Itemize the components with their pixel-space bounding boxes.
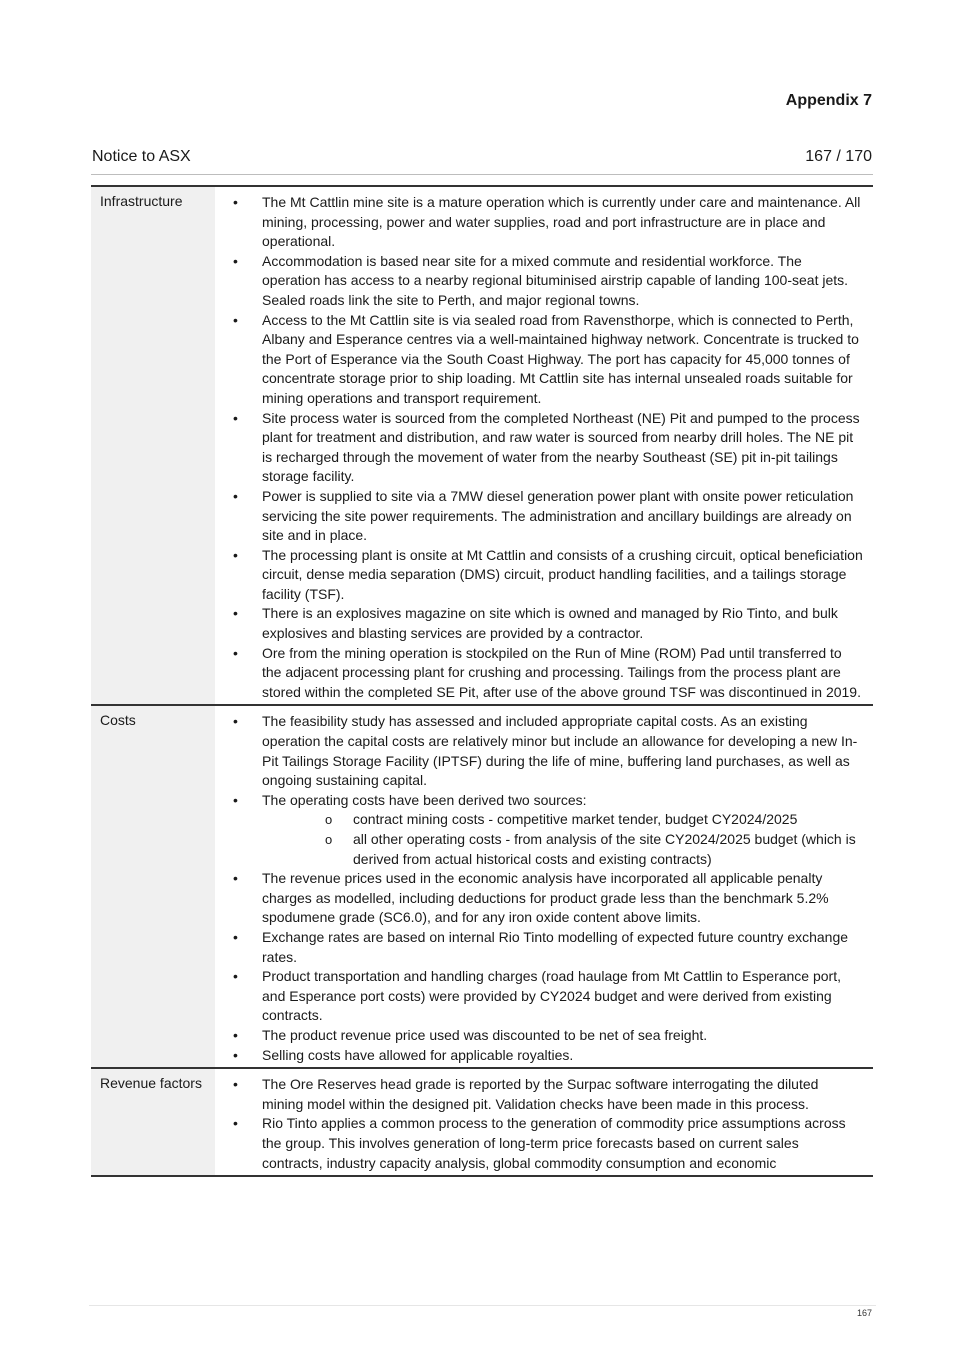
criteria-table xyxy=(91,185,873,1177)
header-divider xyxy=(91,174,873,175)
revenue-factors-bullet-list xyxy=(215,1075,863,1173)
infrastructure-bullet-4: • Site process water is sourced from the completed Northeast (NE) Pit and pumped to the process plant for treatment and distribution, and raw water is sourced from nearby drill holes. The NE pit is recharged through the movement of water from the nearby Southeast (SE) pit in-pit tailings storage facility. xyxy=(215,409,863,487)
costs-bullet-list xyxy=(215,712,863,1065)
costs-bullet-3: • The revenue prices used in the economic analysis have incorporated all applicable penalty charges as modelled, including deductions for product grade less than the benchmark 5.2% spodumene grade (SC6.0), and for any iron oxide content above limits. xyxy=(215,869,863,928)
row-content-costs xyxy=(215,705,873,1068)
costs-bullet-5: • Product transportation and handling charges (road haulage from Mt Cattlin to Esperance port, and Esperance port costs) were provided by CY2024 budget and were derived from existing contracts. xyxy=(215,967,863,1026)
costs-sub-bullet-2: o all other operating costs - from analysis of the site CY2024/2025 budget (which is derived from actual historical costs and existing contracts) xyxy=(262,830,863,869)
infrastructure-bullet-2: • Accommodation is based near site for a mixed commute and residential workforce. The operation has access to a nearby regional bituminised airstrip capable of landing 100-seat jets. Sealed roads link the site to Perth, and major regional towns. xyxy=(215,252,863,311)
costs-sub-bullet-1: o contract mining costs - competitive market tender, budget CY2024/2025 xyxy=(262,810,863,830)
costs-bullet-2 xyxy=(215,791,863,869)
costs-sub-list xyxy=(262,810,863,869)
row-label-revenue-factors: Revenue factors xyxy=(91,1068,215,1176)
page-indicator: 167 / 170 xyxy=(805,148,872,165)
costs-bullet-6: • The product revenue price used was discounted to be net of sea freight. xyxy=(215,1026,863,1046)
table-row-revenue-factors xyxy=(91,1068,873,1176)
infrastructure-bullet-7: • There is an explosives magazine on site which is owned and managed by Rio Tinto, and bulk explosives and blasting services are provided by a contractor. xyxy=(215,604,863,643)
row-content-infrastructure xyxy=(215,186,873,705)
costs-bullet-2-text: The operating costs have been derived two sources: xyxy=(262,791,587,808)
infrastructure-bullet-5: • Power is supplied to site via a 7MW diesel generation power plant with onsite power reticulation servicing the site power requirements. The administration and ancillary buildings are already on site and in place. xyxy=(215,487,863,546)
table-row-costs xyxy=(91,705,873,1068)
infrastructure-bullet-list xyxy=(215,193,863,702)
row-content-revenue-factors xyxy=(215,1068,873,1176)
revenue-factors-bullet-1: • The Ore Reserves head grade is reported by the Surpac software interrogating the diluted mining model within the designed pit. Validation checks have been made in this process. xyxy=(215,1075,863,1114)
document-title: Notice to ASX xyxy=(92,148,191,165)
costs-bullet-7: • Selling costs have allowed for applicable royalties. xyxy=(215,1046,863,1066)
infrastructure-bullet-6: • The processing plant is onsite at Mt Cattlin and consists of a crushing circuit, optical beneficiation circuit, dense media separation (DMS) circuit, product handling facilities, and a tailings storage facility (TSF). xyxy=(215,546,863,605)
footer-divider xyxy=(89,1305,876,1306)
table-row-infrastructure xyxy=(91,186,873,705)
revenue-factors-bullet-2: • Rio Tinto applies a common process to the generation of commodity price assumptions across the group. This involves generation of long-term price forecasts based on current sales contracts, industry capacity analysis, global commodity consumption and economic xyxy=(215,1114,863,1173)
infrastructure-bullet-1: • The Mt Cattlin mine site is a mature operation which is currently under care and maintenance. All mining, processing, power and water supplies, road and port infrastructure are in place and operational. xyxy=(215,193,863,252)
infrastructure-bullet-8: • Ore from the mining operation is stockpiled on the Run of Mine (ROM) Pad until transferred to the adjacent processing plant for crushing and processing. Tailings from the process plant are stored within the completed SE Pit, after use of the above ground TSF was discontinued in 2019. xyxy=(215,644,863,703)
row-label-costs: Costs xyxy=(91,705,215,1068)
costs-bullet-1: • The feasibility study has assessed and included appropriate capital costs. As an existing operation the capital costs are relatively minor but include an allowance for developing a new In-Pit Tailings Storage Facility (IPTSF) during the life of mine, buffering land purchases, as well as ongoing sustaining capital. xyxy=(215,712,863,790)
costs-bullet-4: • Exchange rates are based on internal Rio Tinto modelling of expected future country exchange rates. xyxy=(215,928,863,967)
infrastructure-bullet-3: • Access to the Mt Cattlin site is via sealed road from Ravensthorpe, which is connected to Perth, Albany and Esperance centres via a well-maintained highway network. Concentrate is trucked to the Port of Esperance via the South Coast Highway. The port has capacity for 45,000 tonnes of concentrate storage prior to ship loading. Mt Cattlin site has internal unsealed roads suitable for mining operations and transport requirement. xyxy=(215,311,863,409)
page-number: 167 xyxy=(856,1308,872,1318)
appendix-label: Appendix 7 xyxy=(785,92,872,109)
row-label-infrastructure: Infrastructure xyxy=(91,186,215,705)
